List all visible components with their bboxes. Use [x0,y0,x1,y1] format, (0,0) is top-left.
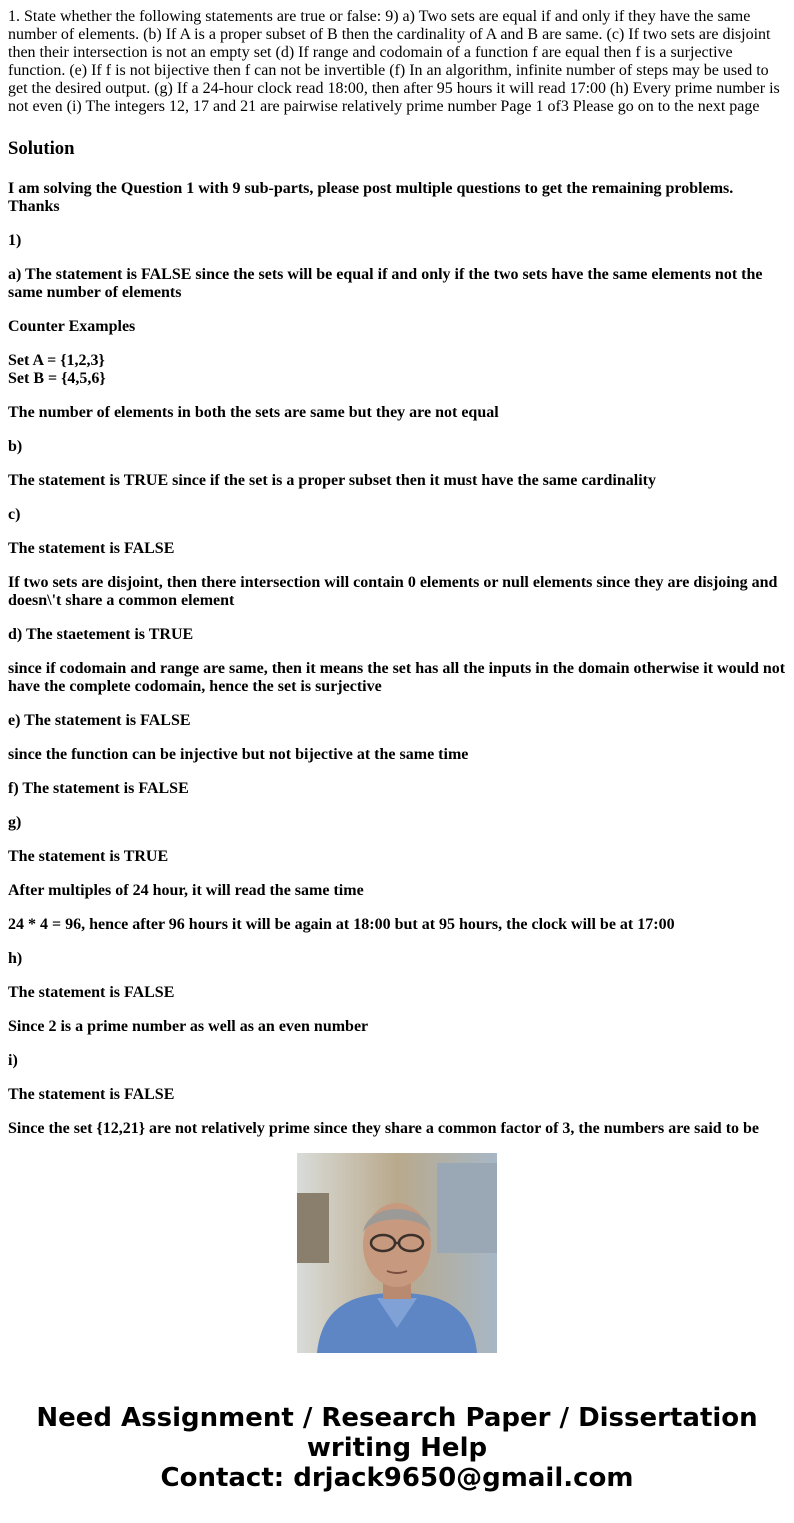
answer-i: The statement is FALSE [8,1086,175,1103]
promo-line-2: writing Help [306,1433,488,1463]
label-h: h) [8,950,23,967]
tutor-photo [297,1153,497,1353]
promo-line-1: Need Assignment / Research Paper / Dissertation [36,1403,758,1433]
answer-c: The statement is FALSE [8,540,175,557]
answer-g: The statement is TRUE [8,848,169,865]
question-number: 1) [8,232,22,249]
label-i: i) [8,1052,18,1069]
answer-i-reason: Since the set {12,21} are not relatively prime since they share a common factor of 3, the numbers are said to be [8,1120,760,1137]
answer-h: The statement is FALSE [8,984,175,1001]
document-body [8,8,786,1137]
answer-g-reason: After multiples of 24 hour, it will read the same time [8,882,364,899]
promo-banner [0,1403,794,1493]
answer-d-reason: since if codomain and range are same, then it means the set has all the inputs in the domain otherwise it would not have the complete codomain, hence the set is surjective [8,660,786,695]
solution-heading: Solution [8,138,75,159]
label-c: c) [8,506,21,523]
answer-a-note: The number of elements in both the sets are same but they are not equal [8,404,499,421]
set-b: Set B = {4,5,6} [8,370,106,387]
answer-a: a) The statement is FALSE since the sets will be equal if and only if the two sets have the same elements not the same number of elements [8,266,763,301]
answer-c-reason: If two sets are disjoint, then there intersection will contain 0 elements or null elements since they are disjoing and doesn\'t share a common element [8,574,778,609]
answer-b: The statement is TRUE since if the set is a proper subset then it must have the same cardinality [8,472,656,489]
set-examples [8,352,786,388]
solution-intro: I am solving the Question 1 with 9 sub-parts, please post multiple questions to get the remaining problems. Thanks [8,180,734,215]
answer-f: f) The statement is FALSE [8,780,189,797]
answer-e: e) The statement is FALSE [8,712,191,729]
answer-g-calc: 24 * 4 = 96, hence after 96 hours it will be again at 18:00 but at 95 hours, the clock will be at 17:00 [8,916,675,933]
counter-examples-label: Counter Examples [8,318,136,335]
answer-e-reason: since the function can be injective but not bijective at the same time [8,746,469,763]
label-b: b) [8,438,23,455]
label-g: g) [8,814,22,831]
promo-contact: Contact: drjack9650@gmail.com [160,1463,634,1493]
answer-h-reason: Since 2 is a prime number as well as an even number [8,1018,369,1035]
question-text: 1. State whether the following statements are true or false: 9) a) Two sets are equal if and only if they have the same number of elements. (b) If A is a proper subset of B then the cardinality of A and B are same. (c) If two sets are disjoint then their intersection is not an empty set (d) If range and codomain of a function f are equal then f is a surjective function. (e) If f is not bijective then f can not be invertible (f) In an algorithm, infinite number of steps may be used to get the desired output. (g) If a 24-hour clock read 18:00, then after 95 hours it will read 17:00 (h) Every prime number is not even (i) The integers 12, 17 and 21 are pairwise relatively prime number Page 1 of3 Please go on to the next page [8,8,780,115]
set-a: Set A = {1,2,3} [8,352,105,369]
answer-d: d) The staetement is TRUE [8,626,194,643]
